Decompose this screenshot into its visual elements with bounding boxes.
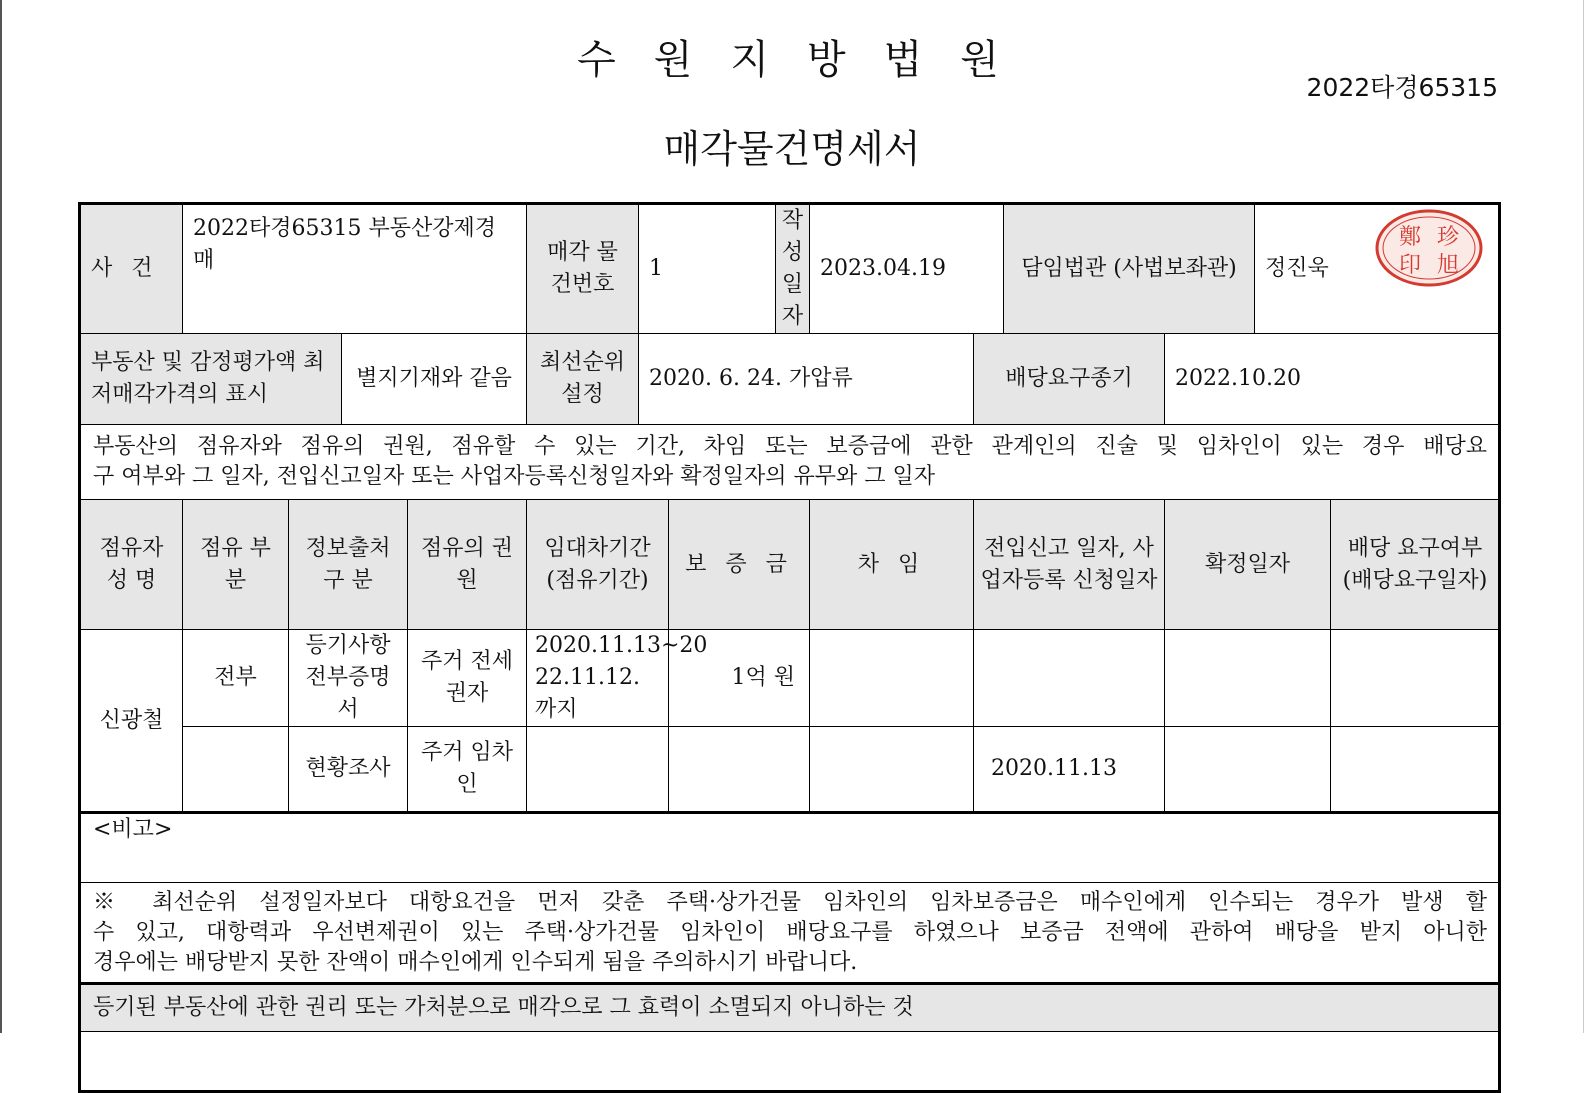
- remarks-cell: [80, 813, 1500, 883]
- rights-section-content: [80, 1032, 1500, 1092]
- seal-char: 鄭: [1398, 225, 1422, 250]
- deposit-amount: [669, 727, 810, 813]
- judge-label: 담임법관 (사법보좌관): [1004, 204, 1255, 334]
- occupancy-header-row: [80, 500, 1500, 630]
- header-occupancy-right: 점유의 권 원: [408, 500, 527, 630]
- occupied-part: 전부: [183, 630, 289, 727]
- fixed-date: [1165, 727, 1331, 813]
- rights-section-row: [80, 984, 1500, 1032]
- notice-row: [80, 883, 1500, 984]
- appraisal-label: 부동산 및 감정평가액 최저매각가격의 표시: [80, 334, 342, 425]
- occupancy-description-line: 부동산의 점유자와 점유의 권원, 점유할 수 있는 기간, 차임 또는 보증금에 관한 관계인의 진술 및 임차인이 있는 경우 배당요: [93, 434, 1487, 459]
- occupancy-description-row: [80, 425, 1500, 500]
- dividend-deadline-label: 배당요구종기: [974, 334, 1165, 425]
- dividend-request: [1331, 630, 1500, 727]
- notice-line: ※ 최선순위 설정일자보다 대항요건을 먼저 갖춘 주택·상가건물 임차인의 임차보증금은 매수인에게 인수되는 경우가 발생 할: [93, 889, 1487, 915]
- header-lease-period: 임대차기간 (점유기간): [527, 500, 669, 630]
- remarks-label: <비고>: [93, 817, 173, 842]
- appraisal-row: [80, 334, 1500, 425]
- fixed-date: [1165, 630, 1331, 727]
- occupancy-data-row: [80, 630, 1500, 727]
- case-value: 2022타경65315 부동산강제경매: [183, 204, 527, 334]
- occupied-part: [183, 727, 289, 813]
- item-number-value: 1: [639, 204, 776, 334]
- occupancy-right: 주거 임차인: [408, 727, 527, 813]
- header-occupant-name: 점유자 성 명: [80, 500, 183, 630]
- rights-section-label: 등기된 부동산에 관한 권리 또는 가처분으로 매각으로 그 효력이 소멸되지 아니하는 것: [80, 984, 1500, 1032]
- document-title: 매각물건명세서: [663, 127, 921, 171]
- deposit-amount: 1억 원: [669, 630, 810, 727]
- info-source: 현황조사: [289, 727, 408, 813]
- judge-seal-stamp: [1374, 208, 1484, 288]
- case-info-row: [80, 204, 1500, 334]
- header-deposit: 보 증 금: [669, 500, 810, 630]
- header-rent: 차 임: [810, 500, 974, 630]
- lease-period: 2020.11.13~20 22.11.12.까지: [527, 630, 669, 727]
- move-in-date: [974, 630, 1165, 727]
- notice-cell: [80, 883, 1500, 984]
- rent-amount: [810, 630, 974, 727]
- rent-amount: [810, 727, 974, 813]
- dividend-deadline-value: 2022.10.20: [1165, 334, 1500, 425]
- notice-line: 수 있고, 대항력과 우선변제권이 있는 주택·상가건물 임차인이 배당요구를 하였으나 보증금 전액에 관하여 배당을 받지 아니한: [93, 919, 1487, 945]
- item-number-label: 매각 물건번호: [527, 204, 639, 334]
- header-occupied-part: 점유 부분: [183, 500, 289, 630]
- court-name: 수원지방법원: [577, 37, 1037, 83]
- lease-period: [527, 727, 669, 813]
- move-in-date: 2020.11.13: [974, 727, 1165, 813]
- occupancy-description: [80, 425, 1500, 500]
- written-date-value: 2023.04.19: [810, 204, 1004, 334]
- header-dividend-request: 배당 요구여부 (배당요구일자): [1331, 500, 1500, 630]
- seal-char: 印: [1398, 253, 1422, 278]
- sale-item-specification-table: [78, 202, 1501, 1093]
- info-source: 등기사항 전부증명 서: [289, 630, 408, 727]
- occupancy-right: 주거 전세권자: [408, 630, 527, 727]
- case-label: 사 건: [80, 204, 183, 334]
- remarks-row: [80, 813, 1500, 883]
- case-number-top: 2022타경65315: [1306, 73, 1498, 102]
- judge-value: 정진욱: [1255, 204, 1500, 334]
- notice-line: 경우에는 배당받지 못한 잔액이 매수인에게 인수되게 됨을 주의하시기 바랍니다.: [93, 949, 858, 975]
- appraisal-value: 별지기재와 같음: [342, 334, 527, 425]
- seal-char: 珍: [1436, 225, 1460, 250]
- priority-label: 최선순위 설정: [527, 334, 639, 425]
- occupancy-description-line: 구 여부와 그 일자, 전입신고일자 또는 사업자등록신청일자와 확정일자의 유무와 그 일자: [93, 464, 935, 489]
- occupant-name: 신광철: [80, 630, 183, 813]
- header-move-in-date: 전입신고 일자, 사업자등록 신청일자: [974, 500, 1165, 630]
- rights-content-row: [80, 1032, 1500, 1092]
- header-info-source: 정보출처 구 분: [289, 500, 408, 630]
- occupancy-data-row: [80, 727, 1500, 813]
- dividend-request: [1331, 727, 1500, 813]
- priority-value: 2020. 6. 24. 가압류: [639, 334, 974, 425]
- header-fixed-date: 확정일자: [1165, 500, 1331, 630]
- written-date-label: 작성 일자: [776, 204, 810, 334]
- seal-char: 旭: [1436, 253, 1460, 278]
